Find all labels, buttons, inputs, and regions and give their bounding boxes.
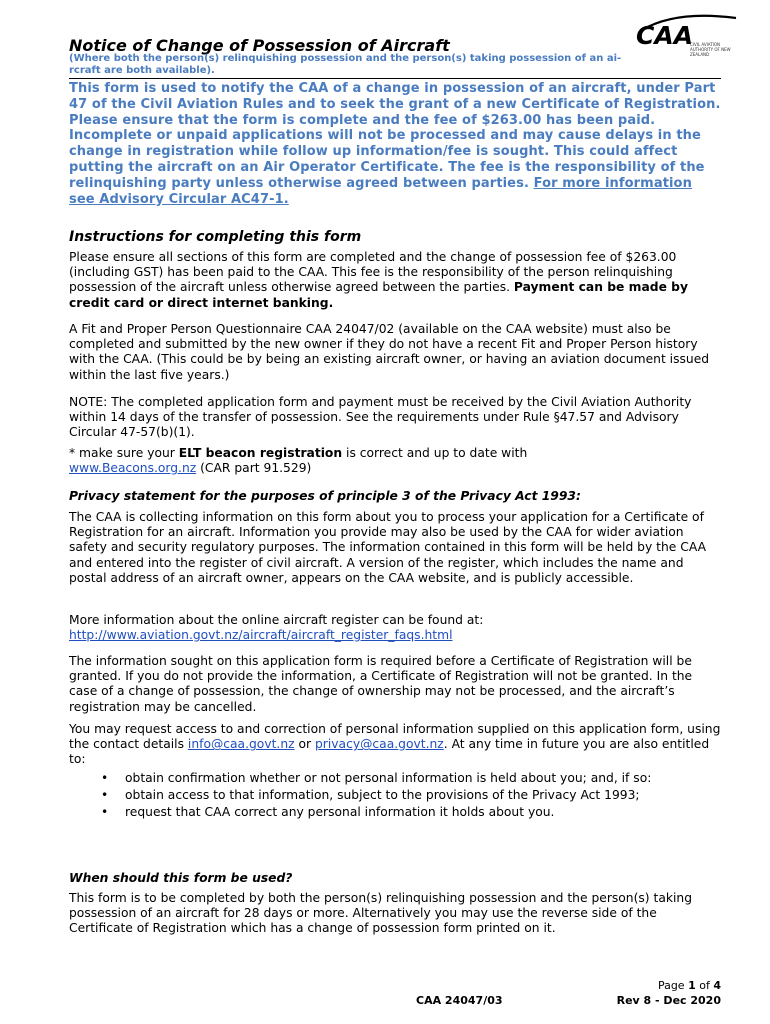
- list-item: [69, 805, 721, 820]
- bullet-icon: •: [101, 788, 109, 803]
- when-heading: When should this form be used?: [69, 871, 293, 885]
- privacy-paragraph-4: [69, 722, 721, 768]
- logo-caption: CIVIL AVIATION AUTHORITY OF NEW ZEALAND: [690, 42, 731, 57]
- form-code: CAA 24047/03: [416, 994, 503, 1007]
- privacy-p4-text-c: . At any time in future you are also entitled to:: [69, 737, 710, 767]
- page-prefix: Page: [657, 979, 689, 992]
- revision-label: Rev 8 - Dec 2020: [616, 994, 721, 1007]
- list-item: [69, 771, 721, 786]
- info-email-link[interactable]: info@caa.govt.nz: [187, 737, 295, 752]
- elt-beacon-paragraph: [69, 446, 721, 476]
- list-item-text: request that CAA correct any personal information it holds about you.: [125, 805, 555, 820]
- elt-text-a: * make sure your: [69, 446, 179, 460]
- privacy-p2-text: More information about the online aircraft register can be found at:: [69, 613, 484, 627]
- advisory-circular-link[interactable]: For more information see Advisory Circular AC47-1.: [69, 175, 692, 207]
- entitlements-list: [69, 771, 721, 823]
- page-title: Notice of Change of Possession of Aircraft: [69, 36, 450, 55]
- list-item-text: obtain access to that information, subject to the provisions of the Privacy Act 1993;: [125, 788, 640, 803]
- aircraft-register-link[interactable]: http://www.aviation.govt.nz/aircraft/aircraft_register_faqs.html: [69, 628, 453, 643]
- instructions-p1-text: Please ensure all sections of this form are completed and the change of possession fee of $263.00 (including GST) has been paid to the CAA. This fee is the responsibility of the person relinquishing possession of the aircraft unless otherwise agreed between the parties.: [69, 250, 677, 295]
- page-of: of: [695, 979, 714, 992]
- intro-paragraph: [69, 81, 721, 207]
- page-current: 1: [688, 979, 696, 992]
- elt-text-b: is correct and up to date with: [342, 446, 528, 460]
- privacy-paragraph-1: The CAA is collecting information on this form about you to process your application for a Certificate of Registration for an aircraft. Information you provide may also be used by the CAA for wider aviation safety and security regulatory purposes. The information contained in this form will be held by the CAA and entered into the register of civil aircraft. A version of the register, which includes the name and postal address of an aircraft owner, appears on the CAA website, and is publicly accessible.: [69, 510, 707, 585]
- payment-note: Payment can be made by credit card or direct internet banking.: [69, 280, 689, 310]
- page-subtitle: [69, 53, 721, 77]
- intro-text: This form is used to notify the CAA of a change in possession of an aircraft, under Part 47 of the Civil Aviation Rules and to seek the grant of a new Certificate of Registration. Please ensure that the form is complete and the fee of $263.00 has been paid. Incomplete or unpaid applications will not be processed and may cause delays in the change in registration while follow up information/fee is sought. This could affect putting the aircraft on an Air Operator Certificate. The fee is the responsibility of the relinquishing party unless otherwise agreed between parties.: [69, 81, 721, 191]
- privacy-heading: Privacy statement for the purposes of principle 3 of the Privacy Act 1993:: [69, 489, 581, 503]
- elt-text-c: (CAR part 91.529): [196, 461, 312, 476]
- instructions-heading: Instructions for completing this form: [69, 229, 362, 245]
- privacy-email-link[interactable]: privacy@caa.govt.nz: [315, 737, 444, 752]
- privacy-paragraph-2: [69, 613, 721, 643]
- logo-wordmark: CAA: [636, 21, 694, 50]
- beacons-link[interactable]: www.Beacons.org.nz: [69, 461, 197, 476]
- page-number: [658, 979, 721, 992]
- privacy-p4-text-b: or: [294, 737, 315, 752]
- list-item: [69, 788, 721, 803]
- privacy-paragraph-3: The information sought on this application form is required before a Certificate of Registration will be granted. If you do not provide the information, a Certificate of Registration will not be granted. In the case of a change of possession, the change of ownership may not be processed, and the aircraft’s registration may be cancelled.: [69, 654, 693, 714]
- instructions-note: NOTE: The completed application form and payment must be received by the Civil Aviation Authority within 14 days of the transfer of possession. See the requirements under Rule §47.57 and Advisory Circular 47-57(b)(1).: [69, 395, 692, 440]
- privacy-p4-text-a: You may request access to and correction of personal information supplied on this application form, using the contact details: [69, 722, 721, 752]
- list-item-text: obtain confirmation whether or not personal information is held about you; and, if so:: [125, 771, 652, 785]
- page-total: 4: [713, 979, 721, 992]
- subtitle-line-1: (Where both the person(s) relinquishing possession and the person(s) taking possession of an ai-: [69, 53, 622, 64]
- instructions-paragraph-1: [69, 250, 721, 311]
- bullet-icon: •: [101, 771, 109, 785]
- bullet-icon: •: [101, 805, 109, 820]
- subtitle-line-2: rcraft are both available).: [69, 65, 215, 76]
- instructions-paragraph-2: A Fit and Proper Person Questionnaire CAA 24047/02 (available on the CAA website) must also be completed and submitted by the new owner if they do not have a recent Fit and Proper Person history with the CAA. (This could be by being an existing aircraft owner, or having an aviation document issued within the last five years.): [69, 322, 710, 382]
- header-divider: [69, 78, 721, 79]
- when-paragraph: This form is to be completed by both the person(s) relinquishing possession and the person(s) taking possession of an aircraft for 28 days or more. Alternatively you may use the reverse side of the Certificate of Registration which has a change of possession form printed on it.: [69, 891, 692, 936]
- elt-text-bold: ELT beacon registration: [178, 446, 343, 460]
